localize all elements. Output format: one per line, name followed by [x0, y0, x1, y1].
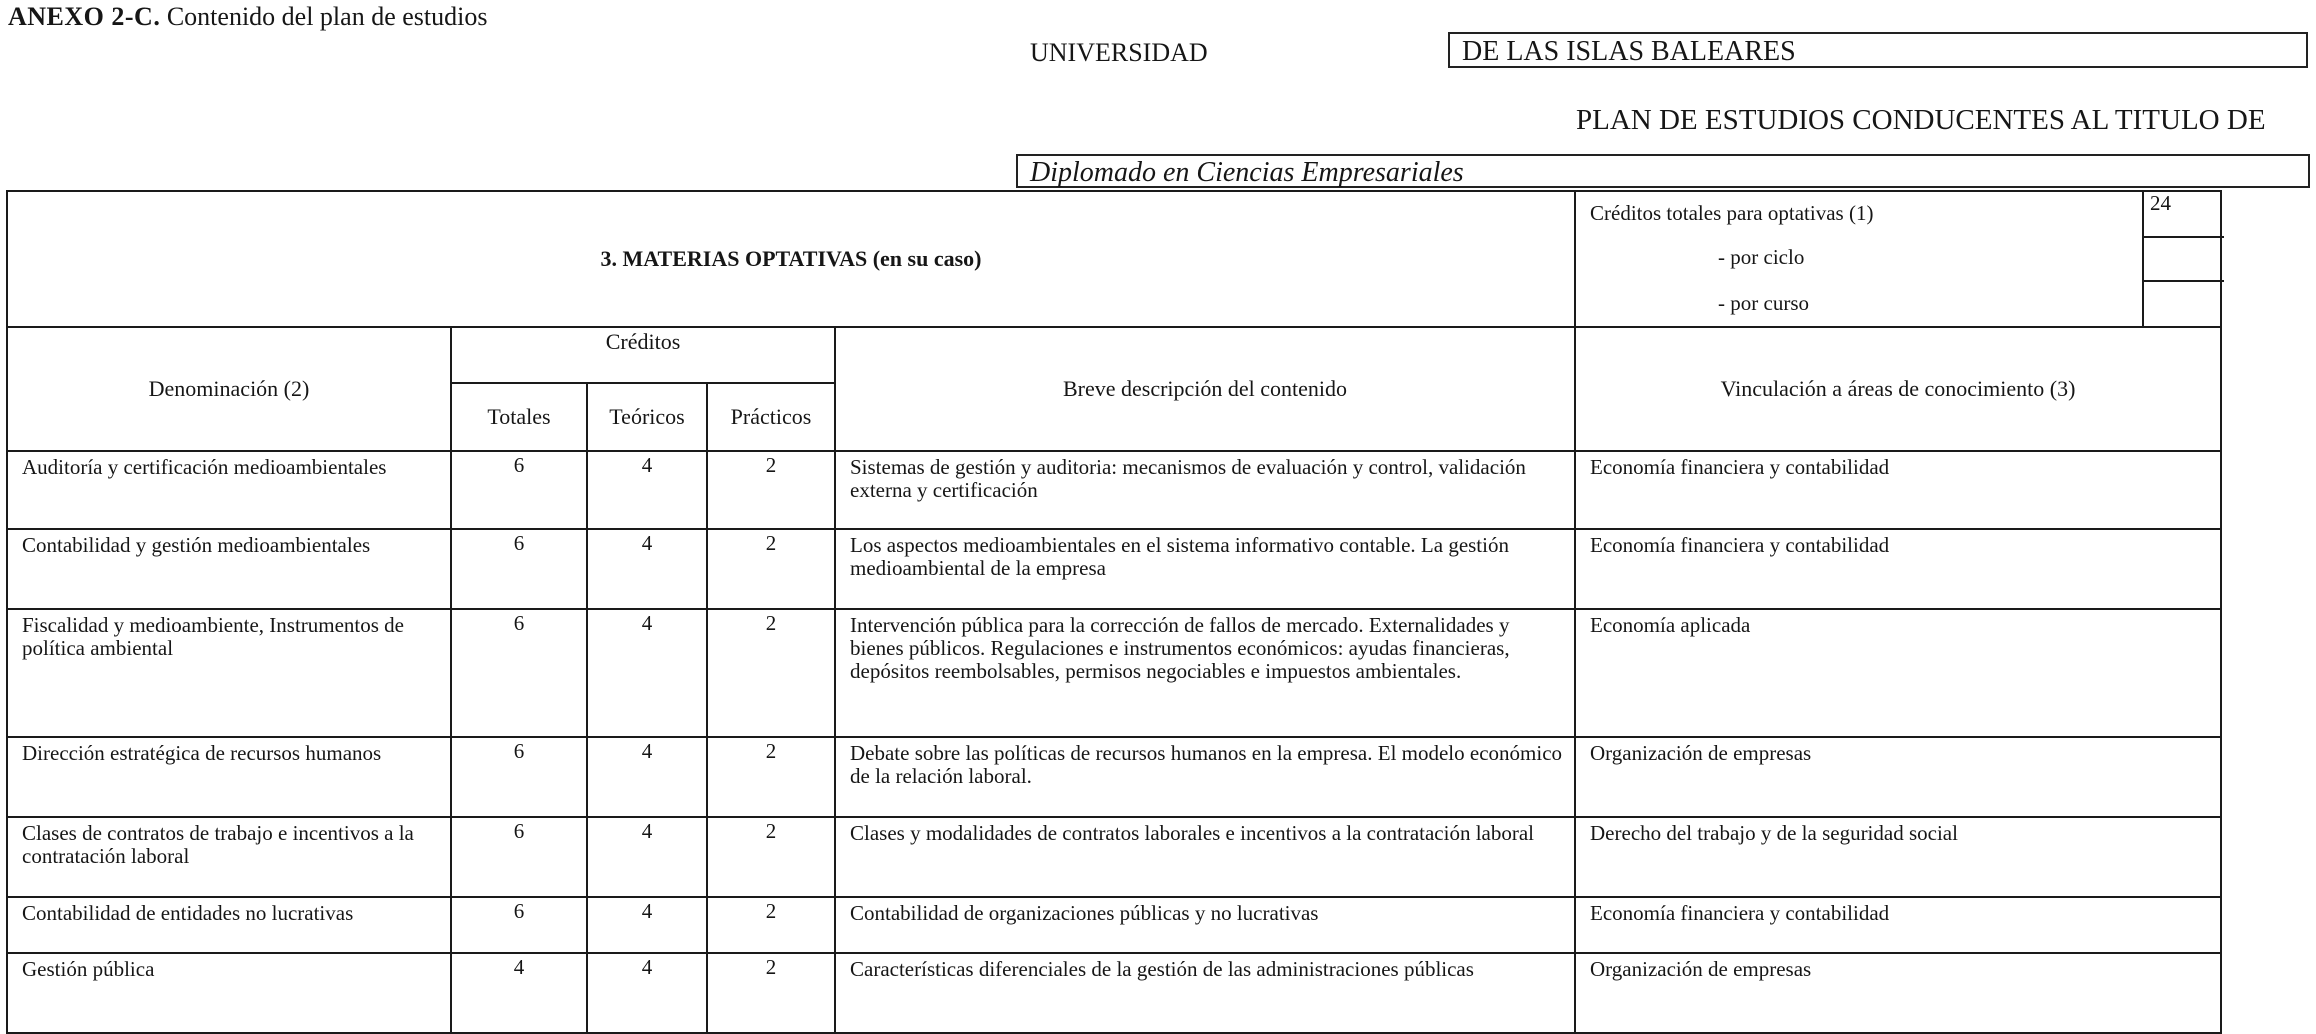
- table-row: [7, 529, 2221, 609]
- credits-practicos: 2: [707, 897, 835, 953]
- knowledge-area: Economía financiera y contabilidad: [1575, 529, 2221, 609]
- credits-teoricos: 4: [587, 817, 707, 897]
- credits-totales: 6: [451, 897, 587, 953]
- table-row: [7, 609, 2221, 737]
- subject-name: Fiscalidad y medioambiente, Instrumentos de política ambiental: [7, 609, 451, 737]
- col-creditos: Créditos: [451, 327, 835, 383]
- credits-total-label: Créditos totales para optativas (1): [1590, 201, 1874, 225]
- subject-name: Gestión pública: [7, 953, 451, 1033]
- knowledge-area: Organización de empresas: [1575, 953, 2221, 1033]
- credits-totales: 6: [451, 609, 587, 737]
- knowledge-area: Economía aplicada: [1575, 609, 2221, 737]
- credits-totales: 6: [451, 529, 587, 609]
- col-teoricos: Teóricos: [587, 383, 707, 451]
- credits-totales: 4: [451, 953, 587, 1033]
- subject-description: Los aspectos medioambientales en el sistema informativo contable. La gestión medioambiental de la empresa: [835, 529, 1575, 609]
- plan-title: PLAN DE ESTUDIOS CONDUCENTES AL TITULO DE: [1576, 104, 2266, 136]
- credits-practicos: 2: [707, 451, 835, 529]
- credits-practicos: 2: [707, 529, 835, 609]
- annex-heading: [8, 2, 487, 32]
- table-row: [7, 817, 2221, 897]
- credits-practicos: 2: [707, 609, 835, 737]
- table-row: [7, 897, 2221, 953]
- col-vinculacion: Vinculación a áreas de conocimiento (3): [1575, 327, 2221, 451]
- subject-description: Clases y modalidades de contratos laborales e incentivos a la contratación laboral: [835, 817, 1575, 897]
- credits-practicos: 2: [707, 737, 835, 817]
- university-label: UNIVERSIDAD: [1030, 38, 1208, 67]
- table-row: [7, 737, 2221, 817]
- subject-description: Debate sobre las políticas de recursos humanos en la empresa. El modelo económico de la relación laboral.: [835, 737, 1575, 817]
- knowledge-area: Economía financiera y contabilidad: [1575, 897, 2221, 953]
- credits-total-value: 24: [2150, 191, 2172, 215]
- table-row: [7, 451, 2221, 529]
- knowledge-area: Derecho del trabajo y de la seguridad social: [1575, 817, 2221, 897]
- credits-totales: 6: [451, 737, 587, 817]
- credits-summary: [1575, 191, 2221, 327]
- university-name-box: DE LAS ISLAS BALEARES: [1448, 32, 2308, 68]
- subject-description: Contabilidad de organizaciones públicas y no lucrativas: [835, 897, 1575, 953]
- credits-totales: 6: [451, 451, 587, 529]
- subject-name: Dirección estratégica de recursos humanos: [7, 737, 451, 817]
- annex-text: Contenido del plan de estudios: [160, 2, 488, 31]
- col-totales: Totales: [451, 383, 587, 451]
- subject-description: Sistemas de gestión y auditoria: mecanismos de evaluación y control, validación externa y certificación: [835, 451, 1575, 529]
- credits-teoricos: 4: [587, 897, 707, 953]
- optional-subjects-table: [6, 190, 2222, 1034]
- credits-teoricos: 4: [587, 953, 707, 1033]
- col-practicos: Prácticos: [707, 383, 835, 451]
- col-descripcion: Breve descripción del contenido: [835, 327, 1575, 451]
- subject-name: Clases de contratos de trabajo e incentivos a la contratación laboral: [7, 817, 451, 897]
- degree-box: Diplomado en Ciencias Empresariales: [1016, 154, 2310, 188]
- subject-name: Auditoría y certificación medioambientales: [7, 451, 451, 529]
- section-title: 3. MATERIAS OPTATIVAS (en su caso): [7, 191, 1575, 327]
- subject-description: Características diferenciales de la gestión de las administraciones públicas: [835, 953, 1575, 1033]
- annex-label: ANEXO 2-C.: [8, 2, 161, 31]
- per-cycle-label: - por ciclo: [1718, 245, 1805, 269]
- credits-practicos: 2: [707, 953, 835, 1033]
- knowledge-area: Economía financiera y contabilidad: [1575, 451, 2221, 529]
- credits-totales: 6: [451, 817, 587, 897]
- table-row: [7, 953, 2221, 1033]
- credits-teoricos: 4: [587, 451, 707, 529]
- subject-name: Contabilidad de entidades no lucrativas: [7, 897, 451, 953]
- credits-values-box: [2142, 192, 2222, 326]
- credits-teoricos: 4: [587, 737, 707, 817]
- knowledge-area: Organización de empresas: [1575, 737, 2221, 817]
- subject-name: Contabilidad y gestión medioambientales: [7, 529, 451, 609]
- col-denominacion: Denominación (2): [7, 327, 451, 451]
- credits-practicos: 2: [707, 817, 835, 897]
- credits-teoricos: 4: [587, 529, 707, 609]
- subject-description: Intervención pública para la corrección de fallos de mercado. Externalidades y bienes públicos. Regulaciones e instrumentos económicos: ayudas financieras, depósitos reembolsables, permisos negociables e impuestos ambientales.: [835, 609, 1575, 737]
- credits-teoricos: 4: [587, 609, 707, 737]
- per-course-label: - por curso: [1718, 291, 1809, 315]
